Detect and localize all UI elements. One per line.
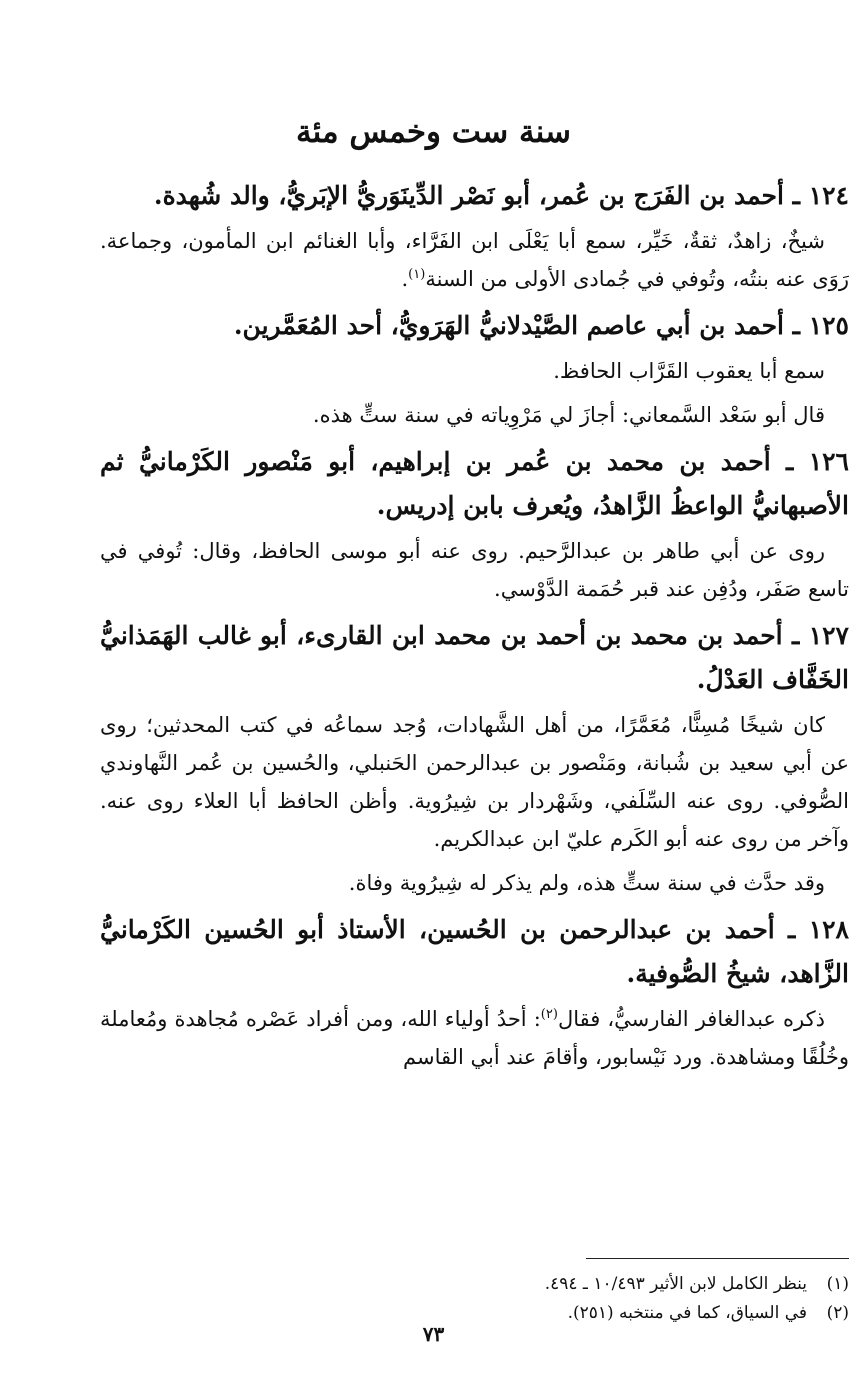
- footnote-1: (١)ينظر الكامل لابن الأثير ١٠/٤٩٣ ـ ٤٩٤.: [544, 1274, 849, 1294]
- entry-126-heading: ١٢٦ ـ أحمد بن محمد بن عُمر بن إبراهيم، أبو مَنْصور الكَرْمانيُّ ثم الأصبهانيُّ الواعظُ الزَّاهدُ، ويُعرف بابن إدريس.: [100, 447, 849, 520]
- footnote-ref-1: (١): [408, 267, 426, 282]
- entry-127-heading: ١٢٧ ـ أحمد بن محمد بن أحمد بن محمد ابن القارىء، أبو غالب الهَمَذانيُّ الخَفَّاف العَدْلُ.: [100, 621, 849, 694]
- entry-126-text: روى عن أبي طاهر بن عبدالرَّحيم. روى عنه أبو موسى الحافظ، وقال: تُوفي في تاسع صَفَر، ودُفِن عند قبر حُمَمة الدَّوْسي.: [100, 539, 849, 601]
- section-title: سنة ست وخمس مئة: [296, 114, 571, 150]
- entry-125-text-1: سمع أبا يعقوب القَرَّاب الحافظ.: [553, 359, 825, 383]
- footnote-ref-2: (٢): [540, 1007, 558, 1022]
- footnote-2: (٢)في السياق، كما في منتخبه (٢٥١).: [567, 1303, 849, 1323]
- entry-124-heading: ١٢٤ ـ أحمد بن الفَرَج بن عُمر، أبو نَصْر الدِّينَوَريُّ الإبَريُّ، والد شُهدة.: [153, 181, 849, 210]
- entry-124-text: شيخٌ، زاهدٌ، ثقةٌ، خَيِّر، سمع أبا يَعْلَى ابن الفَرَّاء، وأبا الغنائم ابن المأمون، وجماعة. رَوَى عنه بنتُه، وتُوفي في جُمادى الأولى من السنة$^{(١)}$.: [100, 229, 849, 291]
- entry-125-text-2: قال أبو سَعْد السَّمعاني: أجازَ لي مَرْوِياته في سنة ستٍّ هذه.: [312, 403, 825, 427]
- footnote-divider: [586, 1258, 849, 1259]
- entry-128-heading: ١٢٨ ـ أحمد بن عبدالرحمن بن الحُسين، الأستاذ أبو الحُسين الكَرْمانيُّ الزَّاهد، شيخُ الصُّوفية.: [100, 915, 849, 988]
- entry-125-heading: ١٢٥ ـ أحمد بن أبي عاصم الصَّيْدلانيُّ الهَرَويُّ، أحد المُعَمَّرين.: [233, 311, 849, 340]
- entry-128-text: ذكره عبدالغافر الفارسيُّ، فقال$^{(٢)}$: أحدُ أولياء الله، ومن أفراد عَصْره مُجاهدة ومُعاملة وخُلُقًا ومشاهدة. ورد نَيْسابور، وأقامَ عند أبي القاسم: [100, 1007, 849, 1069]
- entry-127-text-2: وقد حدَّث في سنة ستٍّ هذه، ولم يذكر له شِيرُوية وفاة.: [348, 871, 825, 895]
- entry-127-text-1: كان شيخًا مُسِنًّا، مُعَمَّرًا، من أهل الشَّهادات، وُجد سماعُه في كتب المحدثين؛ روى عن أبي سعيد بن شُبانة، ومَنْصور بن عبدالرحمن الحَنبلي، والحُسين بن عُمر النَّهاوندي الصُّوفي. روى عنه السِّلَفي، وشَهْردار بن شِيرُوية. وأظن الحافظ أبا العلاء روى عنه. وآخر من روى عنه أبو الكَرم عليّ ابن عبدالكريم.: [100, 713, 849, 851]
- page-number: ٧٣: [422, 1322, 445, 1346]
- footnotes: [100, 1270, 849, 1328]
- page-body: [100, 168, 849, 1076]
